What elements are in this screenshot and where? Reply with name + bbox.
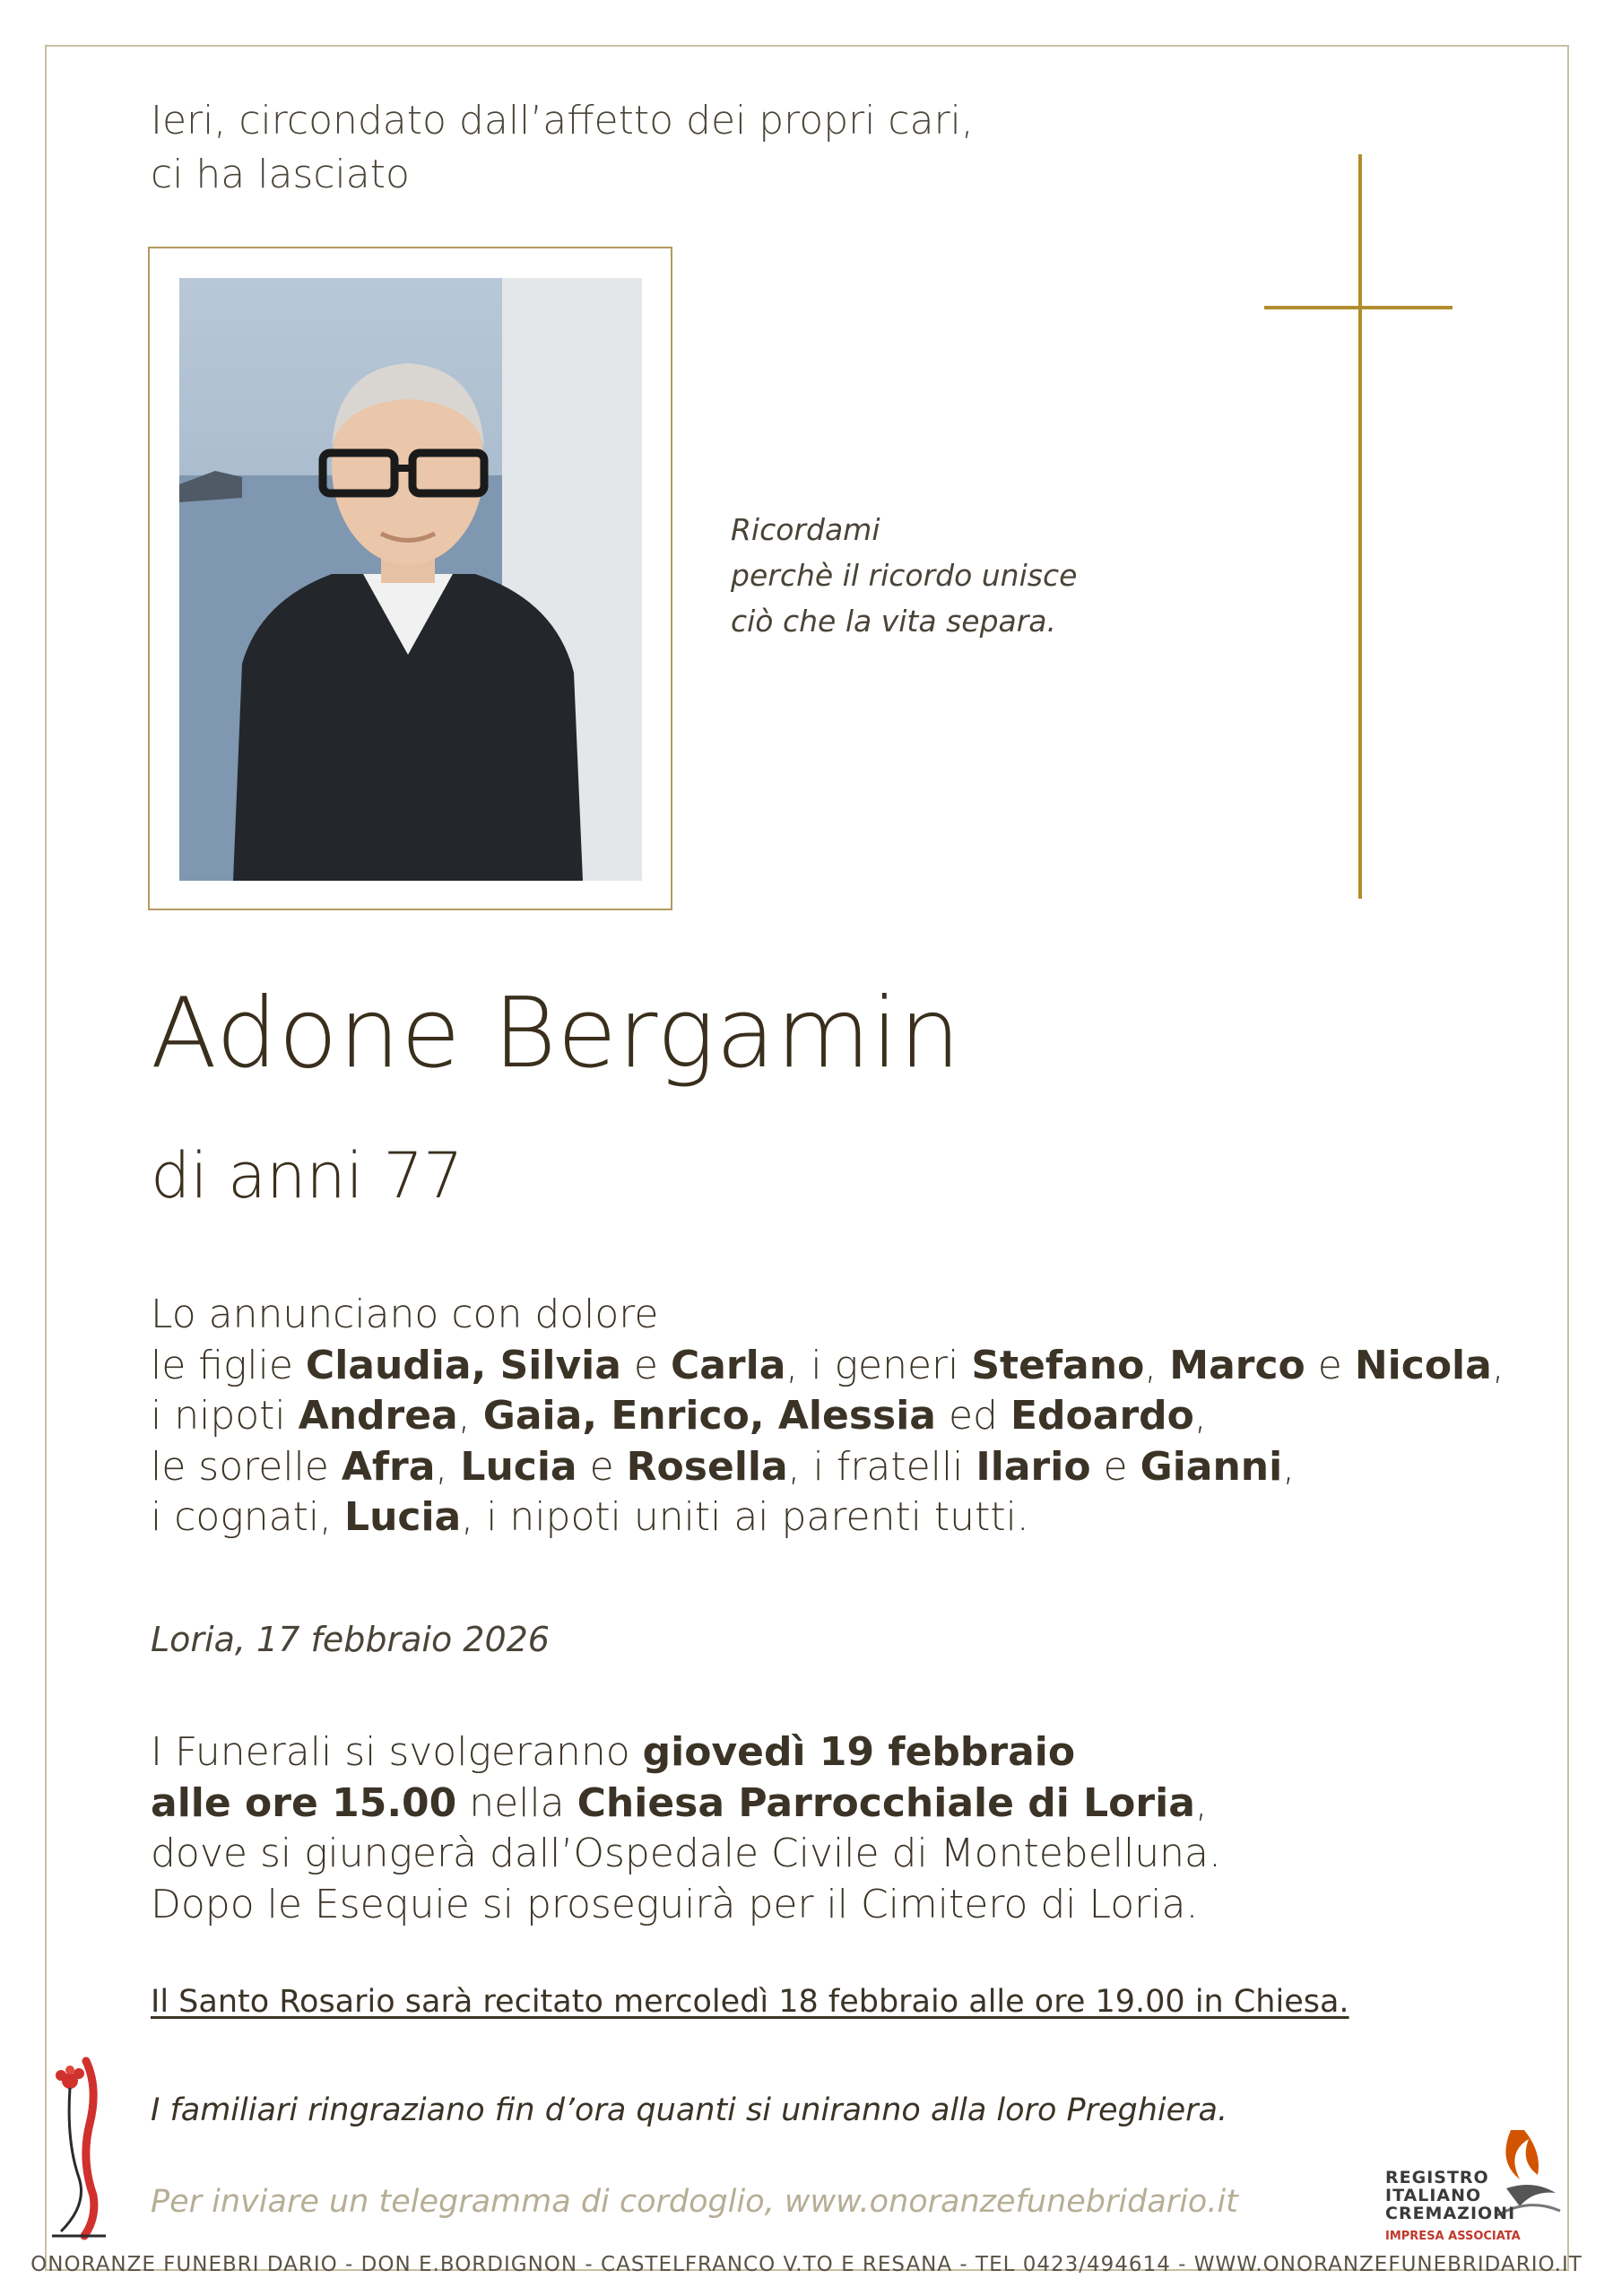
family-line: Lo annunciano con dolore [151, 1292, 659, 1337]
rosary-notice: Il Santo Rosario sarà recitato mercoledì 18 febbraio alle ore 19.00 in Chiesa. [151, 1984, 1349, 2020]
family-line: i nipoti Andrea, Gaia, Enrico, Alessia ed Edoardo, [151, 1393, 1207, 1439]
place-date: Loria, 17 febbraio 2026 [151, 1620, 550, 1659]
quote-line: perchè il ricordo unisce [731, 558, 1078, 593]
quote-line: Ricordami [731, 512, 880, 547]
family-line: i cognati, Lucia, i nipoti uniti ai parenti tutti. [151, 1494, 1029, 1540]
deceased-name: Adone Bergamin [151, 978, 962, 1090]
portrait-photo [179, 278, 642, 881]
funeral-home-logo-icon [43, 2052, 115, 2240]
funeral-line: I Funerali si svolgeranno giovedì 19 febbraio [151, 1729, 1076, 1775]
portrait-illustration [179, 278, 642, 881]
funeral-line: alle ore 15.00 nella Chiesa Parrocchiale di Loria, [151, 1779, 1208, 1826]
family-line: le figlie Claudia, Silvia e Carla, i generi Stefano, Marco e Nicola, [151, 1342, 1505, 1388]
intro-line: ci ha lasciato [151, 152, 410, 197]
funeral-line: Dopo le Esequie si proseguirà per il Cimitero di Loria. [151, 1881, 1199, 1927]
intro-text [151, 94, 974, 202]
registry-badge-sub: IMPRESA ASSOCIATA [1385, 2230, 1521, 2243]
funeral-details [151, 1727, 1221, 1930]
telegram-link[interactable]: Per inviare un telegramma di cordoglio, www.onoranzefunebridario.it [151, 2184, 1238, 2220]
badge-line: CREMAZIONI [1385, 2204, 1516, 2223]
footer-contact: ONORANZE FUNEBRI DARIO - DON E.BORDIGNON - CASTELFRANCO V.TO E RESANA - TEL 0423/494614 - WWW.ONORANZEFUNEBRIDARIO.IT [30, 2253, 1583, 2276]
cross-horizontal-icon [1264, 306, 1453, 309]
family-announcement [151, 1290, 1505, 1544]
cross-vertical-icon [1358, 154, 1362, 899]
thanks-note: I familiari ringraziano fin d’ora quanti si uniranno alla loro Preghiera. [151, 2092, 1228, 2128]
quote-line: ciò che la vita separa. [731, 604, 1057, 639]
intro-line: Ieri, circondato dall’affetto dei propri cari, [151, 98, 974, 144]
deceased-age: di anni 77 [151, 1139, 464, 1213]
badge-line: ITALIANO [1385, 2186, 1482, 2205]
memorial-quote [731, 507, 1077, 644]
badge-line: REGISTRO [1385, 2168, 1489, 2187]
funeral-line: dove si giungerà dall’Ospedale Civile di Montebelluna. [151, 1831, 1221, 1876]
registry-badge-text [1385, 2169, 1515, 2222]
family-line: le sorelle Afra, Lucia e Rosella, i fratelli Ilario e Gianni, [151, 1443, 1296, 1490]
